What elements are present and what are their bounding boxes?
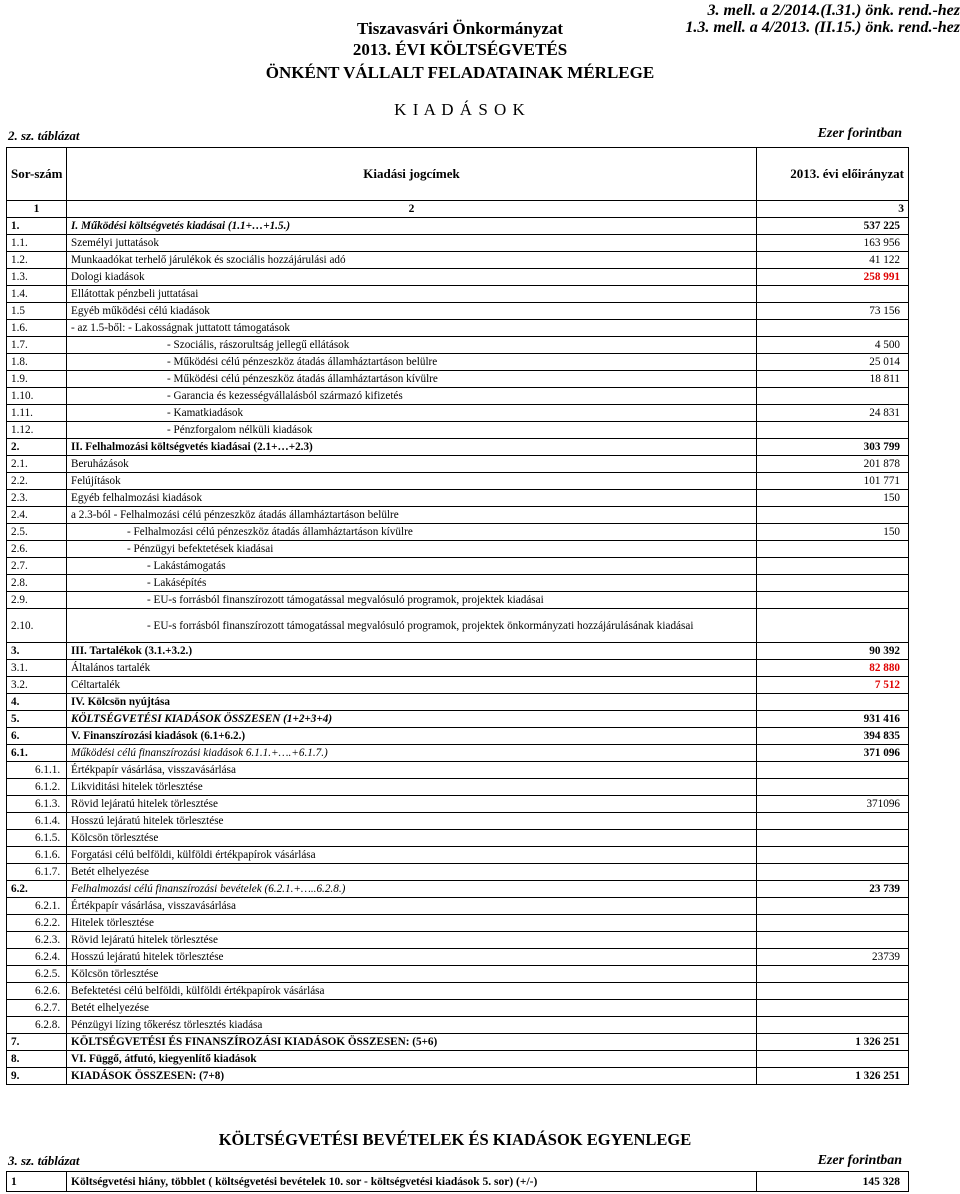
row-number: 3.2.	[7, 677, 67, 694]
row-label: Forgatási célú belföldi, külföldi értékpapírok vásárlása	[67, 847, 757, 864]
row-value: 4 500	[757, 337, 909, 354]
section-title: K I A D Á S O K	[394, 100, 526, 119]
row-number: 7.	[7, 1034, 67, 1051]
row-number: 6.1.7.	[7, 864, 67, 881]
row-value	[757, 864, 909, 881]
row-value: 371 096	[757, 745, 909, 762]
row-value	[757, 983, 909, 1000]
footer-unit-label: Ezer forintban	[817, 1153, 902, 1168]
row-number: 6.1.3.	[7, 796, 67, 813]
row-label: Egyéb működési célú kiadások	[67, 303, 757, 320]
table-row	[7, 1017, 909, 1034]
row-value	[757, 541, 909, 558]
row-label: IV. Kölcsön nyújtása	[67, 694, 757, 711]
row-value: 73 156	[757, 303, 909, 320]
row-value: 537 225	[757, 218, 909, 235]
row-value: 1 326 251	[757, 1034, 909, 1051]
reference-line-2: 1.3. mell. a 4/2013. (II.15.) önk. rend.-hez	[685, 19, 960, 36]
row-value	[757, 694, 909, 711]
row-label: Személyi juttatások	[67, 235, 757, 252]
row-value	[757, 830, 909, 847]
row-number: 6.2.2.	[7, 915, 67, 932]
table-row	[7, 830, 909, 847]
row-label: - Kamatkiadások	[67, 405, 757, 422]
expenditure-table	[6, 147, 909, 1085]
row-number: 6.2.4.	[7, 949, 67, 966]
row-label: Felújítások	[67, 473, 757, 490]
row-value	[757, 558, 909, 575]
row-number: 6.2.5.	[7, 966, 67, 983]
row-value	[757, 813, 909, 830]
row-label: Dologi kiadások	[67, 269, 757, 286]
org-name: Tiszavasvári Önkormányzat	[356, 19, 564, 38]
row-label: - Felhalmozási célú pénzeszköz átadás államháztartáson kívülre	[67, 524, 757, 541]
row-number: 2.	[7, 439, 67, 456]
row-number: 2.6.	[7, 541, 67, 558]
row-label: - EU-s forrásból finanszírozott támogatással megvalósuló programok, projektek önkormányzati hozzájárulásának kiadásai	[67, 609, 757, 643]
row-number: 6.2.7.	[7, 1000, 67, 1017]
row-label: - Lakásépítés	[67, 575, 757, 592]
row-value	[757, 1017, 909, 1034]
row-number: 2.1.	[7, 456, 67, 473]
row-label: V. Finanszírozási kiadások (6.1+6.2.)	[67, 728, 757, 745]
row-value: 82 880	[757, 660, 909, 677]
row-label: Értékpapír vásárlása, visszavásárlása	[67, 898, 757, 915]
row-label: Betét elhelyezése	[67, 864, 757, 881]
table-row	[7, 252, 909, 269]
table-row	[7, 507, 909, 524]
table-row	[7, 966, 909, 983]
row-number: 1.7.	[7, 337, 67, 354]
table-row	[7, 490, 909, 507]
row-number: 6.1.2.	[7, 779, 67, 796]
row-label: Felhalmozási célú finanszírozási bevételek (6.2.1.+…..6.2.8.)	[67, 881, 757, 898]
row-label: Betét elhelyezése	[67, 1000, 757, 1017]
row-value	[757, 1000, 909, 1017]
row-value: 303 799	[757, 439, 909, 456]
table-row	[7, 592, 909, 609]
row-number: 1.3.	[7, 269, 67, 286]
balance-title: KÖLTSÉGVETÉSI BEVÉTELEK ÉS KIADÁSOK EGYENLEGE	[218, 1130, 692, 1149]
row-number: 6.1.	[7, 745, 67, 762]
row-label: - Működési célú pénzeszköz átadás államháztartáson belülre	[67, 354, 757, 371]
row-number: 6.	[7, 728, 67, 745]
col-number-2: 2	[67, 201, 757, 218]
table-row	[7, 694, 909, 711]
table-row	[7, 677, 909, 694]
table-row	[7, 864, 909, 881]
row-number: 4.	[7, 694, 67, 711]
row-label: VI. Függő, átfutó, kiegyenlítő kiadások	[67, 1051, 757, 1068]
table-row	[7, 439, 909, 456]
table-row	[7, 1051, 909, 1068]
table-row	[7, 371, 909, 388]
row-value	[757, 966, 909, 983]
row-value: 23739	[757, 949, 909, 966]
table-row	[7, 473, 909, 490]
row-label: Kölcsön törlesztése	[67, 830, 757, 847]
row-value	[757, 286, 909, 303]
table-row	[7, 1000, 909, 1017]
row-number: 6.2.3.	[7, 932, 67, 949]
row-label: Rövid lejáratú hitelek törlesztése	[67, 932, 757, 949]
row-number: 1.10.	[7, 388, 67, 405]
table-row	[7, 711, 909, 728]
row-label: Likviditási hitelek törlesztése	[67, 779, 757, 796]
row-label: Céltartalék	[67, 677, 757, 694]
row-value: 201 878	[757, 456, 909, 473]
row-value: 25 014	[757, 354, 909, 371]
row-number: 1.11.	[7, 405, 67, 422]
row-label: Általános tartalék	[67, 660, 757, 677]
table-row	[7, 422, 909, 439]
row-label: - Pénzügyi befektetések kiadásai	[67, 541, 757, 558]
row-number: 9.	[7, 1068, 67, 1085]
table-row	[7, 303, 909, 320]
row-number: 6.2.	[7, 881, 67, 898]
row-value	[757, 609, 909, 643]
table-row	[7, 915, 909, 932]
row-value: 24 831	[757, 405, 909, 422]
table-row	[7, 762, 909, 779]
table-row	[7, 660, 909, 677]
table-row	[7, 728, 909, 745]
table-row	[7, 354, 909, 371]
table-row	[7, 609, 909, 643]
table-row	[7, 524, 909, 541]
row-label: Beruházások	[67, 456, 757, 473]
row-number: 6.2.1.	[7, 898, 67, 915]
row-number: 6.1.5.	[7, 830, 67, 847]
col-number-1: 1	[7, 201, 67, 218]
reference-line-1: 3. mell. a 2/2014.(I.31.) önk. rend.-hez	[707, 2, 960, 19]
row-value: 101 771	[757, 473, 909, 490]
table-row	[7, 949, 909, 966]
table-row	[7, 388, 909, 405]
row-label: Rövid lejáratú hitelek törlesztése	[67, 796, 757, 813]
row-label: Értékpapír vásárlása, visszavásárlása	[67, 762, 757, 779]
col-header-num: Sor-szám	[7, 148, 67, 201]
row-value: 394 835	[757, 728, 909, 745]
row-number: 2.3.	[7, 490, 67, 507]
row-label: a 2.3-ból - Felhalmozási célú pénzeszköz átadás államháztartáson belülre	[67, 507, 757, 524]
table-row	[7, 745, 909, 762]
row-number: 6.1.6.	[7, 847, 67, 864]
row-value: 41 122	[757, 252, 909, 269]
table-row	[7, 796, 909, 813]
row-label: I. Működési költségvetés kiadásai (1.1+…+1.5.)	[67, 218, 757, 235]
header-row	[7, 148, 909, 201]
footer-table-number: 3. sz. táblázat	[8, 1153, 80, 1168]
row-label: - Lakástámogatás	[67, 558, 757, 575]
row-value	[757, 847, 909, 864]
row-number: 2.7.	[7, 558, 67, 575]
table-number: 2. sz. táblázat	[8, 128, 80, 143]
table-row	[7, 881, 909, 898]
row-value: 7 512	[757, 677, 909, 694]
table-row	[7, 1034, 909, 1051]
row-number: 8.	[7, 1051, 67, 1068]
row-value: 1 326 251	[757, 1068, 909, 1085]
row-value: 163 956	[757, 235, 909, 252]
table-row	[7, 643, 909, 660]
table-row	[7, 932, 909, 949]
row-number: 2.9.	[7, 592, 67, 609]
table-row	[7, 218, 909, 235]
row-number: 2.4.	[7, 507, 67, 524]
title-line-2: ÖNKÉNT VÁLLALT FELADATAINAK MÉRLEGE	[265, 63, 655, 82]
row-number: 2.10.	[7, 609, 67, 643]
row-value: 931 416	[757, 711, 909, 728]
row-number: 6.2.6.	[7, 983, 67, 1000]
row-label: - Garancia és kezességvállalásból származó kifizetés	[67, 388, 757, 405]
table-row	[7, 898, 909, 915]
table-row	[7, 847, 909, 864]
row-number: 6.2.8.	[7, 1017, 67, 1034]
table-row	[7, 269, 909, 286]
row-label: Munkaadókat terhelő járulékok és szociális hozzájárulási adó	[67, 252, 757, 269]
row-value	[757, 932, 909, 949]
row-label: Hitelek törlesztése	[67, 915, 757, 932]
table-row	[7, 983, 909, 1000]
column-number-row	[7, 201, 909, 218]
row-label: - Működési célú pénzeszköz átadás államháztartáson kívülre	[67, 371, 757, 388]
table-row	[7, 575, 909, 592]
table-row	[7, 235, 909, 252]
table-row	[7, 320, 909, 337]
row-label: Hosszú lejáratú hitelek törlesztése	[67, 949, 757, 966]
balance-num: 1	[7, 1172, 67, 1192]
row-number: 1.2.	[7, 252, 67, 269]
row-number: 5.	[7, 711, 67, 728]
row-value	[757, 779, 909, 796]
unit-label: Ezer forintban	[817, 126, 902, 141]
row-value	[757, 575, 909, 592]
table-row	[7, 541, 909, 558]
row-label: - Szociális, rászorultság jellegű ellátások	[67, 337, 757, 354]
row-label: Pénzügyi lízing tőkerész törlesztés kiadása	[67, 1017, 757, 1034]
row-value: 90 392	[757, 643, 909, 660]
table-row	[7, 456, 909, 473]
row-label: Befektetési célú belföldi, külföldi értékpapírok vásárlása	[67, 983, 757, 1000]
row-number: 6.1.1.	[7, 762, 67, 779]
row-number: 1.12.	[7, 422, 67, 439]
balance-row	[7, 1172, 909, 1192]
row-label: KÖLTSÉGVETÉSI ÉS FINANSZÍROZÁSI KIADÁSOK ÖSSZESEN: (5+6)	[67, 1034, 757, 1051]
row-label: Egyéb felhalmozási kiadások	[67, 490, 757, 507]
row-label: III. Tartalékok (3.1.+3.2.)	[67, 643, 757, 660]
row-number: 1.8.	[7, 354, 67, 371]
row-value	[757, 898, 909, 915]
row-number: 3.	[7, 643, 67, 660]
row-label: - az 1.5-ből: - Lakosságnak juttatott támogatások	[67, 320, 757, 337]
row-value	[757, 320, 909, 337]
balance-value: 145 328	[757, 1172, 909, 1192]
row-number: 1.4.	[7, 286, 67, 303]
row-number: 1.9.	[7, 371, 67, 388]
row-number: 3.1.	[7, 660, 67, 677]
row-label: Kölcsön törlesztése	[67, 966, 757, 983]
balance-table	[6, 1171, 909, 1192]
row-number: 1.	[7, 218, 67, 235]
table-row	[7, 1068, 909, 1085]
row-number: 2.2.	[7, 473, 67, 490]
row-label: KIADÁSOK ÖSSZESEN: (7+8)	[67, 1068, 757, 1085]
row-label: Működési célú finanszírozási kiadások 6.1.1.+….+6.1.7.)	[67, 745, 757, 762]
row-label: Hosszú lejáratú hitelek törlesztése	[67, 813, 757, 830]
row-label: Ellátottak pénzbeli juttatásai	[67, 286, 757, 303]
row-value: 23 739	[757, 881, 909, 898]
row-value	[757, 1051, 909, 1068]
row-value	[757, 915, 909, 932]
row-number: 1.1.	[7, 235, 67, 252]
row-number: 1.5	[7, 303, 67, 320]
row-label: - EU-s forrásból finanszírozott támogatással megvalósuló programok, projektek kiadásai	[67, 592, 757, 609]
row-value	[757, 592, 909, 609]
row-value	[757, 422, 909, 439]
row-value	[757, 388, 909, 405]
balance-name: Költségvetési hiány, többlet ( költségvetési bevételek 10. sor - költségvetési kiadások 5. sor) (+/-)	[67, 1172, 757, 1192]
table-row	[7, 405, 909, 422]
row-value: 150	[757, 490, 909, 507]
table-row	[7, 286, 909, 303]
row-value: 371096	[757, 796, 909, 813]
row-number: 6.1.4.	[7, 813, 67, 830]
row-label: KÖLTSÉGVETÉSI KIADÁSOK ÖSSZESEN (1+2+3+4)	[67, 711, 757, 728]
table-row	[7, 779, 909, 796]
row-number: 1.6.	[7, 320, 67, 337]
row-value	[757, 762, 909, 779]
row-value: 18 811	[757, 371, 909, 388]
row-number: 2.8.	[7, 575, 67, 592]
table-row	[7, 337, 909, 354]
title-line-1: 2013. ÉVI KÖLTSÉGVETÉS	[352, 40, 568, 59]
col-header-value: 2013. évi előirányzat	[757, 148, 909, 201]
row-number: 2.5.	[7, 524, 67, 541]
row-value: 150	[757, 524, 909, 541]
row-value	[757, 507, 909, 524]
col-header-name: Kiadási jogcímek	[67, 148, 757, 201]
col-number-3: 3	[757, 201, 909, 218]
row-value: 258 991	[757, 269, 909, 286]
table-row	[7, 558, 909, 575]
row-label: II. Felhalmozási költségvetés kiadásai (2.1+…+2.3)	[67, 439, 757, 456]
table-row	[7, 813, 909, 830]
row-label: - Pénzforgalom nélküli kiadások	[67, 422, 757, 439]
